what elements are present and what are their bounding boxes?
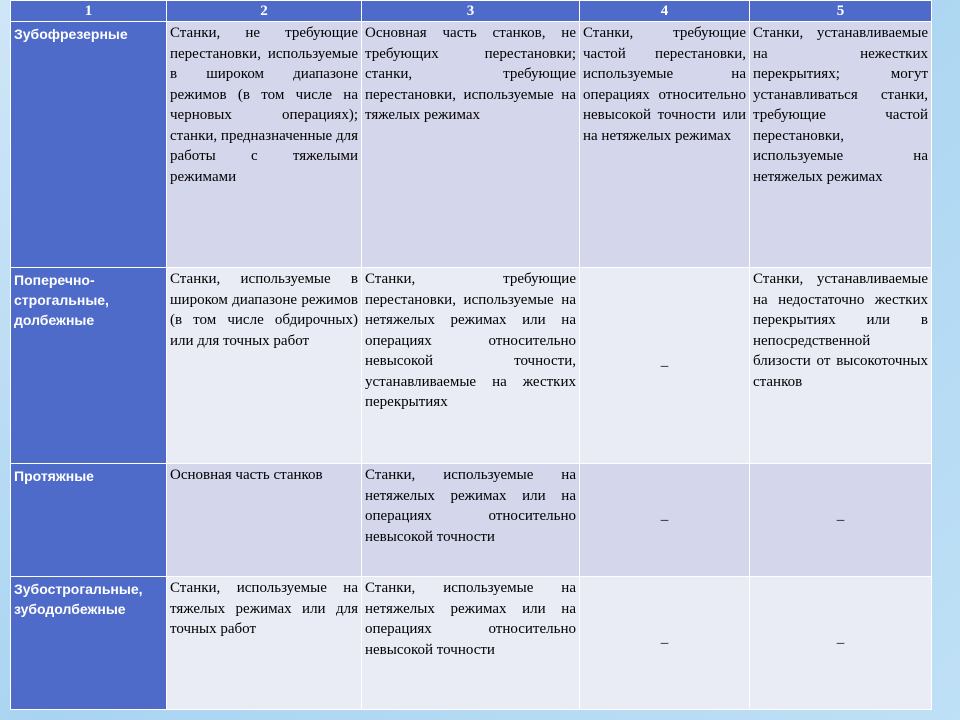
table-cell: Основная часть станков	[167, 464, 362, 577]
table-cell: Станки, используемые на нетяжелых режимах или на операциях относительно невысокой точности	[362, 577, 580, 710]
table-row	[11, 268, 932, 464]
column-header-5: 5	[750, 1, 932, 22]
table-cell: Станки, требующие перестановки, используемые на нетяжелых режимах или на операциях относительно невысокой точности, устанавливаемые на жестких перекрытиях	[362, 268, 580, 464]
table-cell: Станки, требующие частой перестановки, используемые на операциях относительно невысокой точности или на нетяжелых режимах	[580, 22, 750, 268]
machine-type-cell: Протяжные	[11, 464, 167, 577]
column-header-4: 4	[580, 1, 750, 22]
machine-type-cell: Зубострогальные, зубодолбежные	[11, 577, 167, 710]
table-cell: Основная часть станков, не требующих перестановки; станки, требующие перестановки, используемые на тяжелых режимах	[362, 22, 580, 268]
column-header-2: 2	[167, 1, 362, 22]
machine-placement-table	[10, 0, 932, 710]
table-cell: Станки, устанавливаемые на недостаточно жестких перекрытиях или в непосредственной близости от высокоточных станков	[750, 268, 932, 464]
table-cell-empty: –	[580, 577, 750, 710]
table-row	[11, 22, 932, 268]
table-frame	[10, 0, 931, 708]
table-cell-empty: –	[580, 464, 750, 577]
table-cell: Станки, используемые на тяжелых режимах или для точных работ	[167, 577, 362, 710]
table-cell-empty: –	[750, 577, 932, 710]
table-row	[11, 464, 932, 577]
column-header-3: 3	[362, 1, 580, 22]
machine-type-cell: Зубофрезерные	[11, 22, 167, 268]
table-cell: Станки, используемые в широком диапазоне режимов (в том числе обдирочных) или для точных работ	[167, 268, 362, 464]
table-cell: Станки, устанавливаемые на нежестких перекрытиях; могут устанавливаться станки, требующие частой перестановки, используемые на нетяжелых режимах	[750, 22, 932, 268]
table-cell-empty: –	[750, 464, 932, 577]
table-row	[11, 577, 932, 710]
header-row	[11, 1, 932, 22]
machine-type-cell: Поперечно-строгальные, долбежные	[11, 268, 167, 464]
table-cell: Станки, используемые на нетяжелых режимах или на операциях относительно невысокой точности	[362, 464, 580, 577]
table-cell: Станки, не требующие перестановки, используемые в широком диапазоне режимов (в том числе на черновых операциях); станки, предназначенные для работы с тяжелыми режимами	[167, 22, 362, 268]
table-cell-empty: –	[580, 268, 750, 464]
column-header-1: 1	[11, 1, 167, 22]
